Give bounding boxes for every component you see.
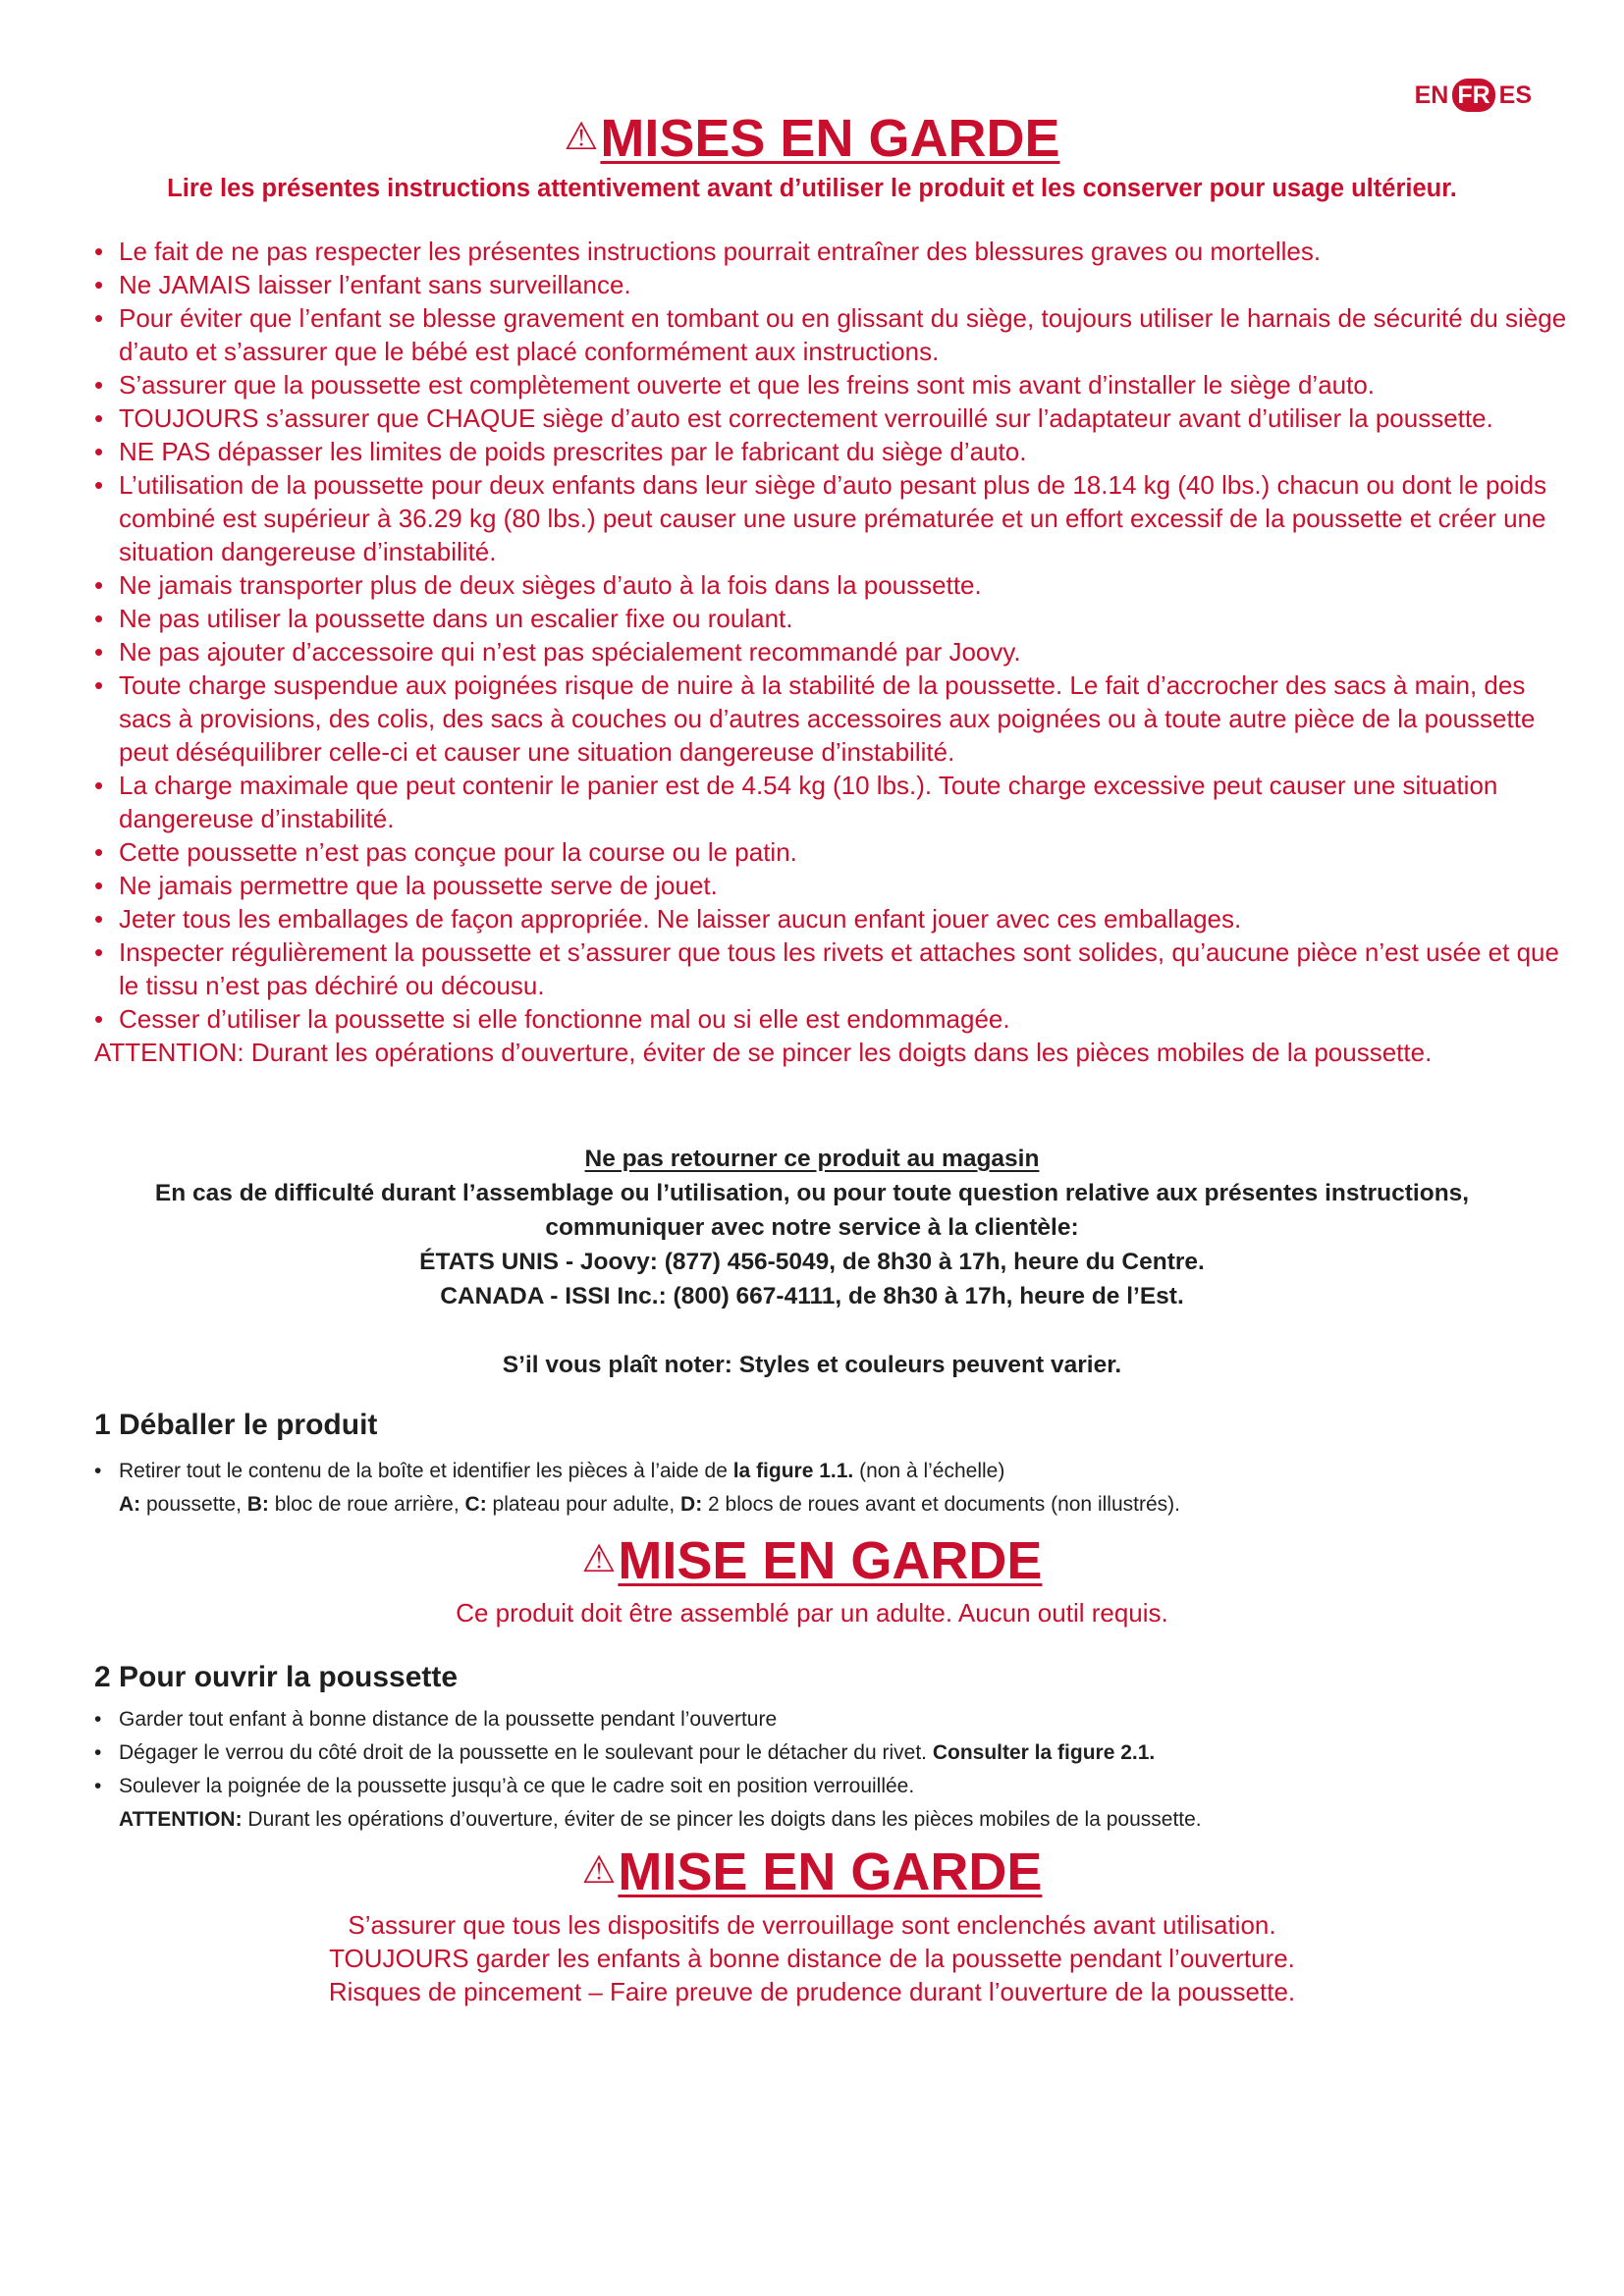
list-item: • Ne pas utiliser la poussette dans un escalier fixe ou roulant. xyxy=(94,604,793,633)
attention-note: ATTENTION: Durant les opérations d’ouverture, éviter de se pincer les doigts dans les pièces mobiles de la poussette. xyxy=(119,1808,1202,1831)
section-1-steps xyxy=(94,1455,1547,1522)
lang-en[interactable]: EN xyxy=(1414,80,1449,109)
contact-canada: CANADA - ISSI Inc.: (800) 667-4111, de 8h30 à 17h, heure de l’Est. xyxy=(440,1283,1184,1309)
list-item: • TOUJOURS s’assurer que CHAQUE siège d’auto est correctement verrouillé sur l’adaptateur avant d’utiliser la poussette. xyxy=(94,403,1493,433)
list-item: • Ne jamais permettre que la poussette serve de jouet. xyxy=(94,871,718,900)
contact-line-2: communiquer avec notre service à la clientèle: xyxy=(545,1214,1079,1241)
list-item: • L’utilisation de la poussette pour deux enfants dans leur siège d’auto pesant plus de 18.14 kg (40 lbs.) chacun ou dont le poids combiné est supérieur à 36.29 kg (80 lbs.) peut causer une usure prématurée et un effort excessif de la poussette et créer une situation dangereuse d’instabilité. xyxy=(94,470,1547,566)
no-return-heading: Ne pas retourner ce produit au magasin xyxy=(584,1146,1040,1172)
list-item: • S’assurer que la poussette est complètement ouverte et que les freins sont mis avant d’installer le siège d’auto. xyxy=(94,370,1376,400)
contact-usa: ÉTATS UNIS - Joovy: (877) 456-5049, de 8h30 à 17h, heure du Centre. xyxy=(419,1249,1205,1275)
list-item: • Le fait de ne pas respecter les présentes instructions pourrait entraîner des blessures graves ou mortelles. xyxy=(94,237,1322,266)
lang-fr-active[interactable]: FR xyxy=(1452,79,1494,112)
list-item: • Ne JAMAIS laisser l’enfant sans surveillance. xyxy=(94,270,631,299)
list-item: • La charge maximale que peut contenir le panier est de 4.54 kg (10 lbs.). Toute charge excessive peut causer une situation dangereuse d’instabilité. xyxy=(94,771,1498,833)
list-item: • Ne pas ajouter d’accessoire qui n’est pas spécialement recommandé par Joovy. xyxy=(94,637,1021,667)
contact-block xyxy=(0,1142,1624,1382)
warning-3-title: ⚠MISE EN GARDE xyxy=(0,1840,1624,1903)
warnings-list xyxy=(94,235,1567,1069)
list-item: • Inspecter régulièrement la poussette et s’assurer que tous les rivets et attaches sont solides, qu’aucune pièce n’est usée et que le tissu n’est pas déchiré ou décousu. xyxy=(94,937,1559,1000)
warning-triangle-icon: ⚠ xyxy=(581,1538,617,1580)
list-item: • Soulever la poignée de la poussette jusqu’à ce que le cadre soit en position verrouillée. xyxy=(94,1775,915,1797)
list-item: • Retirer tout le contenu de la boîte et identifier les pièces à l’aide de la figure 1.1. (non à l’échelle) xyxy=(94,1460,1005,1482)
list-item: • Cesser d’utiliser la poussette si elle fonctionne mal ou si elle est endommagée. xyxy=(94,1004,1010,1034)
warning-triangle-icon: ⚠ xyxy=(564,116,599,158)
styles-note: S’il vous plaît noter: Styles et couleurs peuvent varier. xyxy=(502,1352,1122,1378)
warning-3-text: S’assurer que tous les dispositifs de verrouillage sont enclenchés avant utilisation. TOUJOURS garder les enfants à bonne distance de la poussette pendant l’ouverture. Risques de pincement – Faire preuve de prudence durant l’ouverture de la poussette. xyxy=(328,1910,1296,2006)
contact-line-1: En cas de difficulté durant l’assemblage ou l’utilisation, ou pour toute question relative aux présentes instructions, xyxy=(154,1180,1470,1206)
list-item: • NE PAS dépasser les limites de poids prescrites par le fabricant du siège d’auto. xyxy=(94,437,1027,466)
list-item: • Pour éviter que l’enfant se blesse gravement en tombant ou en glissant du siège, toujours utiliser le harnais de sécurité du siège d’auto et s’assurer que le bébé est placé conformément aux instructions. xyxy=(94,303,1567,366)
warning-triangle-icon: ⚠ xyxy=(581,1849,617,1892)
warning-2-title: ⚠MISE EN GARDE xyxy=(0,1528,1624,1592)
parts-list: A: poussette, B: bloc de roue arrière, C: plateau pour adulte, D: 2 blocs de roues avant et documents (non illustrés). xyxy=(119,1493,1180,1516)
section-2-steps xyxy=(94,1703,1547,1837)
list-item: • Cette poussette n’est pas conçue pour la course ou le patin. xyxy=(94,837,797,867)
lang-es[interactable]: ES xyxy=(1498,80,1532,109)
list-item: • Jeter tous les emballages de façon appropriée. Ne laisser aucun enfant jouer avec ces emballages. xyxy=(94,904,1242,934)
section-2-heading: 2 Pour ouvrir la poussette xyxy=(94,1661,459,1693)
list-item: • Dégager le verrou du côté droit de la poussette en le soulevant pour le détacher du rivet. Consulter la figure 2.1. xyxy=(94,1741,1156,1764)
warning-2-text: Ce produit doit être assemblé par un adulte. Aucun outil requis. xyxy=(456,1598,1168,1628)
section-1-heading: 1 Déballer le produit xyxy=(94,1409,378,1441)
intro-text: Lire les présentes instructions attentivement avant d’utiliser le produit et les conserver pour usage ultérieur. xyxy=(167,175,1457,202)
warnings-title-text: MISES EN GARDE xyxy=(600,108,1060,168)
list-item: • Ne jamais transporter plus de deux sièges d’auto à la fois dans la poussette. xyxy=(94,570,982,600)
list-item: • Toute charge suspendue aux poignées risque de nuire à la stabilité de la poussette. Le fait d’accrocher des sacs à main, des sacs à provisions, des colis, des sacs à couches ou d’autres accessoires aux poignées ou à toute autre pièce de la poussette peut déséquilibrer celle-ci et causer une situation dangereuse d’instabilité. xyxy=(94,670,1536,767)
warnings-title xyxy=(0,106,1624,170)
list-item: • Garder tout enfant à bonne distance de la poussette pendant l’ouverture xyxy=(94,1708,778,1731)
attention-line: ATTENTION: Durant les opérations d’ouverture, éviter de se pincer les doigts dans les pièces mobiles de la poussette. xyxy=(94,1038,1433,1067)
